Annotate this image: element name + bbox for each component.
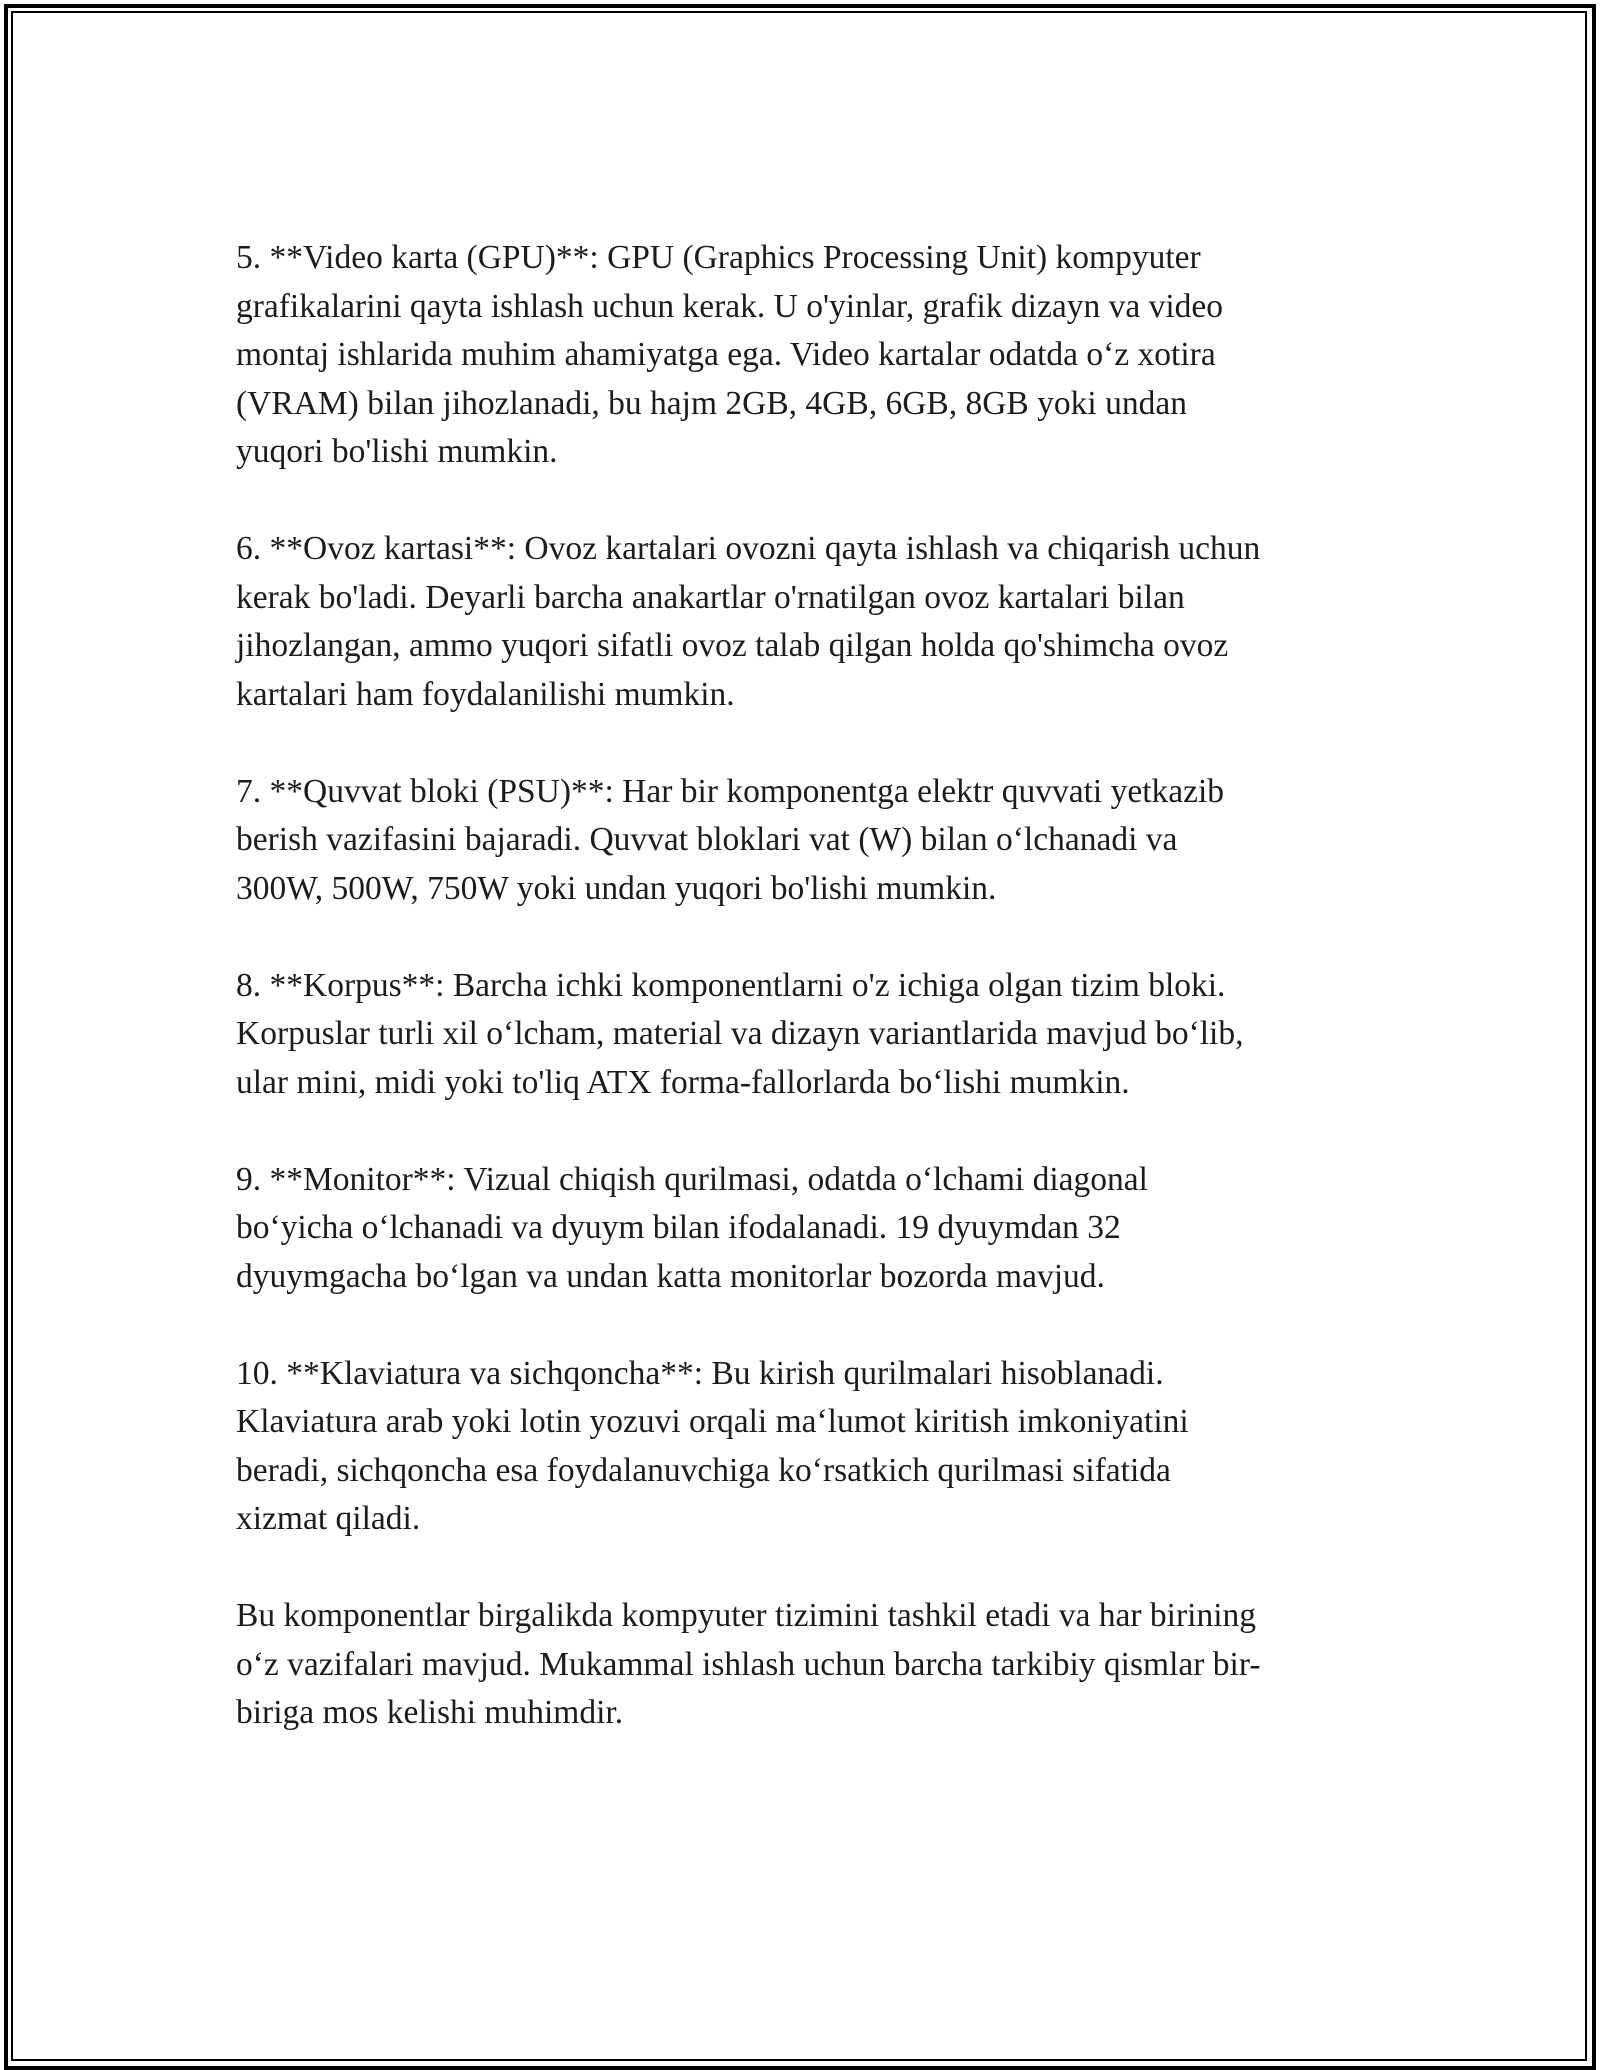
paragraph-xulosa: Bu komponentlar birgalikda kompyuter tizimini tashkil etadi va har birining o‘z vazifalari mavjud. Mukammal ishlash uchun barcha tarkibiy qismlar bir- biriga mos kelishi muhimdir. <box>236 1597 1261 1731</box>
document-body <box>236 234 1376 1786</box>
paragraph-klaviatura: 10. **Klaviatura va sichqoncha**: Bu kirish qurilmalari hisoblanadi. Klaviatura arab yoki lotin yozuvi orqali ma‘lumot kiritish imkoniyatini beradi, sichqoncha esa foydalanuvchiga ko‘rsatkich qurilmasi sifatida xizmat qiladi. <box>236 1354 1189 1537</box>
paragraph-ovoz-kartasi: 6. **Ovoz kartasi**: Ovoz kartalari ovozni qayta ishlash va chiqarish uchun kerak bo'ladi. Deyarli barcha anakartlar o'rnatilgan ovoz kartalari bilan jihozlangan, ammo yuqori sifatli ovoz talab qilgan holda qo'shimcha ovoz kartalari ham foydalanilishi mumkin. <box>236 530 1261 713</box>
paragraph-video-karta: 5. **Video karta (GPU)**: GPU (Graphics Processing Unit) kompyuter grafikalarini qayta ishlash uchun kerak. U o'yinlar, grafik dizayn va video montaj ishlarida muhim ahamiyatga ega. Video kartalar odatda o‘z xotira (VRAM) bilan jihozlanadi, bu hajm 2GB, 4GB, 6GB, 8GB yoki undan yuqori bo'lishi mumkin. <box>236 239 1224 470</box>
paragraph-monitor: 9. **Monitor**: Vizual chiqish qurilmasi, odatda o‘lchami diagonal bo‘yicha o‘lchanadi va dyuym bilan ifodalanadi. 19 dyuymdan 32 dyuymgacha bo‘lgan va undan katta monitorlar bozorda mavjud. <box>236 1160 1148 1295</box>
paragraph-korpus: 8. **Korpus**: Barcha ichki komponentlarni o'z ichiga olgan tizim bloki. Korpuslar turli xil o‘lcham, material va dizayn variantlarida mavjud bo‘lib, ular mini, midi yoki to'liq ATX forma-fallorlarda bo‘lishi mumkin. <box>236 966 1244 1101</box>
paragraph-quvvat-bloki: 7. **Quvvat bloki (PSU)**: Har bir komponentga elektr quvvati yetkazib berish vazifasini bajaradi. Quvvat bloklari vat (W) bilan o‘lchanadi va 300W, 500W, 750W yoki undan yuqori bo'lishi mumkin. <box>236 772 1225 907</box>
